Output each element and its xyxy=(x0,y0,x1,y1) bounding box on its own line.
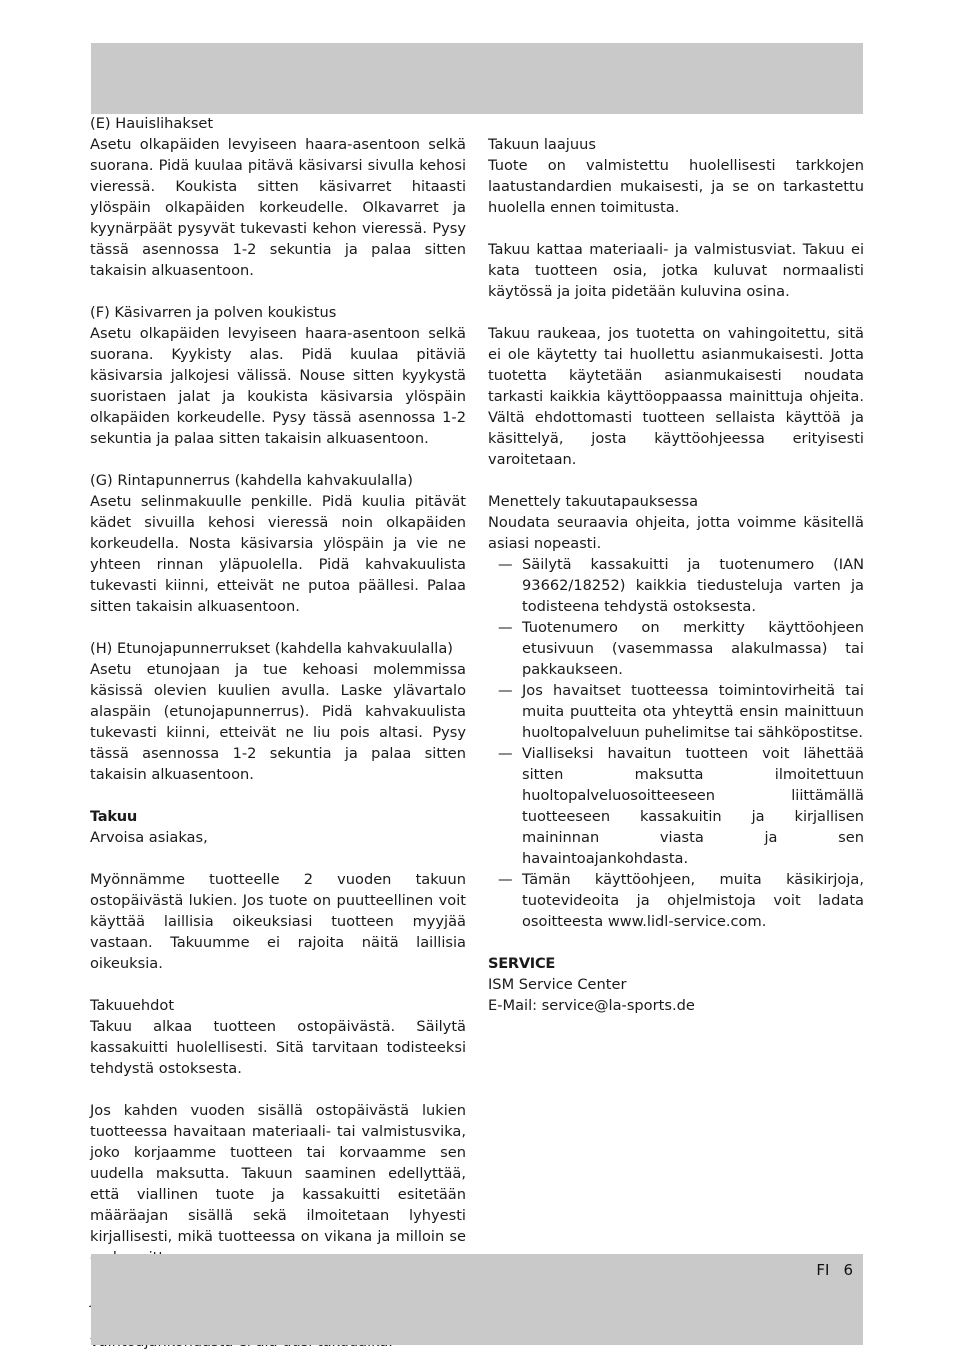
section-g-title: (G) Rintapunnerrus (kahdella kahvakuulalla) xyxy=(90,472,413,489)
section-g-text: Asetu selinmakuulle penkille. Pidä kuulia pitävät kädet sivuilla kehosi vieressä noin olkapäiden korkeudella. Nosta käsivarsia ylöspäin ja vie ne yhteen rinnan yläpuolella. Pidä kahvakuulista tukevasti kiinni, etteivät ne putoa päällesi. Palaa sitten takaisin alkuasentoon. xyxy=(90,493,466,615)
list-item: — Tuotenumero on merkitty käyttöohjeen etusivuun (vasemmassa alakulmassa) tai pakkaukseen. xyxy=(488,617,864,680)
list-item: — Jos havaitset tuotteessa toimintovirheitä tai muita puutteita ota yhteyttä ensin mainittuun huoltopalveluun puhelimitse tai sähköpostitse. xyxy=(488,680,864,743)
header-band xyxy=(91,43,863,114)
warranty-scope-text-3: Takuu raukeaa, jos tuotetta on vahingoitettu, sitä ei ole käytetty tai huollettu asianmukaisesti. Jotta tuotetta käytetään asianmukaisesti noudata tarkasti kaikkia käyttöoppaassa mainittuja ohjeita. Vältä ehdottomasti tuotteen sellaista käyttöä ja käsittelyä, josta käyttöohjeessa erityisesti varoitetaan. xyxy=(488,325,864,468)
warranty-scope-title: Takuun laajuus xyxy=(488,136,596,153)
warranty-terms-title: Takuuehdot xyxy=(90,997,175,1014)
section-f-title: (F) Käsivarren ja polven koukistus xyxy=(90,304,337,321)
language-code: FI xyxy=(816,1261,830,1279)
page-number xyxy=(816,1261,853,1279)
service-email: E-Mail: service@la-sports.de xyxy=(488,997,695,1014)
section-f-text: Asetu olkapäiden levyiseen haara-asentoon selkä suorana. Kyykisty alas. Pidä kuulaa pitäviä käsivarsia jalkojesi välissä. Nouse sitten kyykystä suoristaen jalat ja koukista käsivarsia ylöspäin olkapäiden korkeudelle. Pysy tässä asennossa 1-2 sekuntia ja palaa sitten takaisin alkuasentoon. xyxy=(90,325,466,447)
warranty-scope-text: Tuote on valmistettu huolellisesti tarkkojen laatustandardien mukaisesti, ja se on tarkastettu huolella ennen toimitusta. xyxy=(488,157,864,216)
list-item: — Säilytä kassakuitti ja tuotenumero (IAN 93662/18252) kaikkia tiedusteluja varten ja todisteena tehdystä ostoksesta. xyxy=(488,554,864,617)
warranty-terms-text-2: Jos kahden vuoden sisällä ostopäivästä lukien tuotteessa havaitaan materiaali- tai valmistusvika, joko korjaamme tuotteen tai korvaamme sen uudella maksutta. Takuun saaminen edellyttää, että viallinen tuote ja kassakuitti esitetään määräajan sisällä sekä ilmoitetaan lyhyesti kirjallisesti, mikä tuotteessa on vikana ja milloin se xyxy=(90,1102,466,1245)
procedure-text: Noudata seuraavia ohjeita, jotta voimme käsitellä asiasi nopeasti. xyxy=(488,514,864,552)
service-center: ISM Service Center xyxy=(488,976,627,993)
right-column xyxy=(488,134,864,1016)
list-item: — Tämän käyttöohjeen, muita käsikirjoja, tuotevideoita ja ohjelmistoja voit ladata osoitteesta www.lidl-service.com. xyxy=(488,869,864,932)
procedure-list xyxy=(488,554,864,932)
warranty-text: Myönnämme tuotteelle 2 vuoden takuun ostopäivästä lukien. Jos tuote on puutteellinen voit käyttää laillisia oikeuksiasi tuotteen myyjää vastaan. Takuumme ei rajoita näitä laillisia oikeuksia. xyxy=(90,871,466,972)
procedure-title: Menettely takuutapauksessa xyxy=(488,493,699,510)
section-e-text: Asetu olkapäiden levyiseen haara-asentoon selkä suorana. Pidä kuulaa pitävä käsivarsi sivulla kehosi vieressä. Koukista sitten käsivarret hitaasti ylöspäin olkapäiden korkeudelle. Olkavarret ja kyynärpäät pysyvät tukevasti kehon vieressä. Pysy tässä asennossa 1-2 sekuntia ja palaa sitten takaisin alkuasentoon. xyxy=(90,136,466,279)
section-h-text: Asetu etunojaan ja tue kehoasi molemmissa käsissä olevien kuulien avulla. Laske ylävartalo alaspäin (etunojapunnerrus). Pidä kahvakuulista tukevasti kiinni, etteivät ne liu pois altasi. Pysy tässä asennossa 1-2 sekuntia ja palaa sitten takaisin alkuasentoon. xyxy=(90,661,466,783)
warranty-scope-text-2: Takuu kattaa materiaali- ja valmistusviat. Takuu ei kata tuotteen osia, jotka kuluvat normaalisti käytössä ja joita pidetään kuluvina osina. xyxy=(488,241,864,300)
warranty-terms-text: Takuu alkaa tuotteen ostopäivästä. Säilytä kassakuitti huolellisesti. Sitä tarvitaan todisteeksi tehdystä ostoksesta. xyxy=(90,1018,466,1077)
service-heading: SERVICE xyxy=(488,955,556,972)
left-column xyxy=(90,113,466,1352)
section-h-title: (H) Etunojapunnerrukset (kahdella kahvakuulalla) xyxy=(90,640,453,657)
section-e-title: (E) Hauislihakset xyxy=(90,115,214,132)
warranty-heading: Takuu xyxy=(90,808,137,825)
footer-band xyxy=(91,1254,863,1345)
list-item: — Vialliseksi havaitun tuotteen voit lähettää sitten maksutta ilmoitettuun huoltopalveluosoitteeseen liittämällä tuotteeseen kassakuitin ja kirjallisen maininnan viasta ja sen havaintoajankohdasta. xyxy=(488,743,864,869)
greeting: Arvoisa asiakas, xyxy=(90,829,208,846)
page-number-value: 6 xyxy=(843,1261,853,1279)
